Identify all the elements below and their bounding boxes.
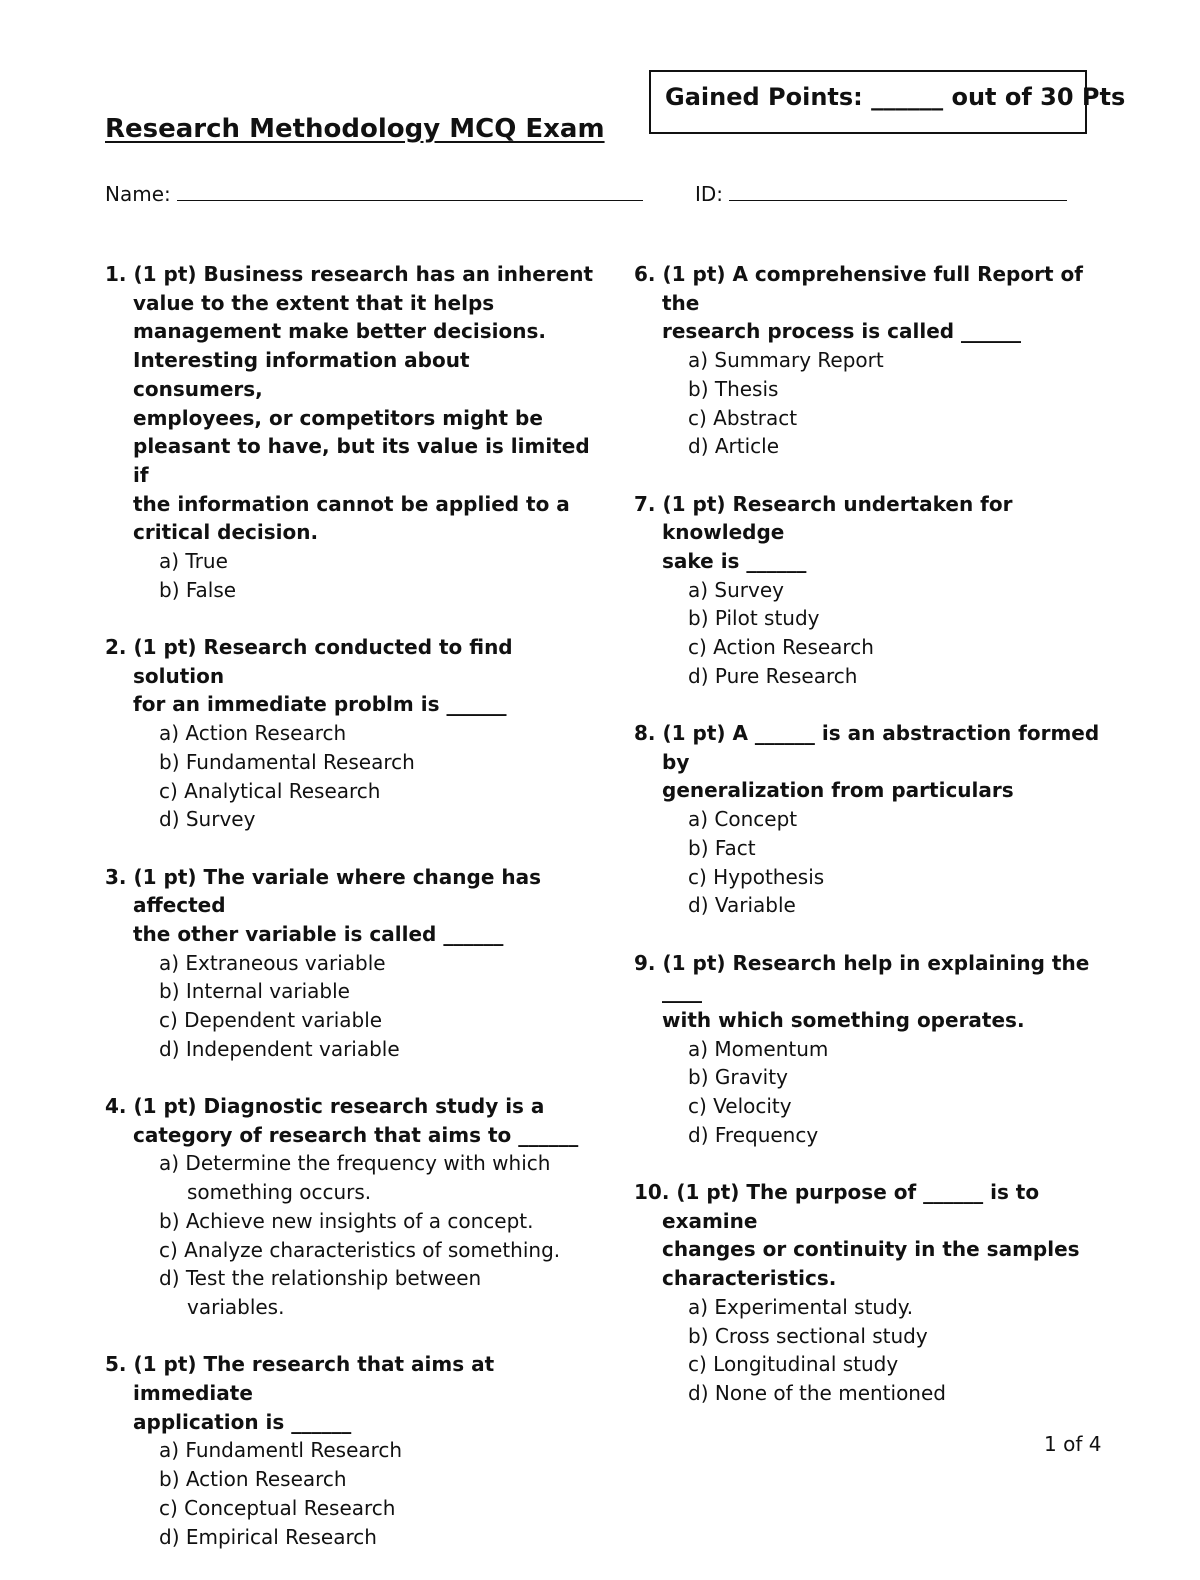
question-text <box>105 863 595 949</box>
question-prompt: (1 pt) Diagnostic research study is a category of research that aims to ______ <box>133 1094 579 1147</box>
question-item <box>634 1178 1114 1408</box>
name-label: Name: <box>105 182 171 206</box>
question-text <box>105 260 595 547</box>
answer-option[interactable]: b) Fundamental Research <box>159 749 415 774</box>
question-number: 9. <box>634 950 656 975</box>
question-prompt: (1 pt) The research that aims at immediate application is ______ <box>133 1352 495 1434</box>
gained-points-label: Gained Points: ______ out of 30 Pts <box>665 83 1126 111</box>
answer-option[interactable]: c) Hypothesis <box>688 864 825 889</box>
answer-option[interactable]: c) Longitudinal study <box>688 1352 899 1377</box>
answer-option[interactable]: b) Pilot study <box>688 606 820 631</box>
question-item <box>634 490 1114 691</box>
id-blank-line[interactable] <box>729 182 1067 201</box>
answer-option[interactable]: a) Extraneous variable <box>159 950 386 975</box>
exam-title: Research Methodology MCQ Exam <box>105 114 605 144</box>
answer-option[interactable]: b) Internal variable <box>159 979 350 1004</box>
answer-option[interactable]: a) Summary Report <box>688 348 884 373</box>
answer-option[interactable]: a) Concept <box>688 807 798 832</box>
answer-option[interactable]: b) False <box>159 577 237 602</box>
question-number: 2. <box>105 635 127 660</box>
question-text <box>105 1350 595 1436</box>
question-item <box>634 719 1114 920</box>
answer-option[interactable]: d) Survey <box>159 807 256 832</box>
answer-option[interactable]: c) Conceptual Research <box>159 1495 396 1520</box>
question-text <box>634 490 1114 576</box>
answer-option[interactable]: d) Article <box>688 434 780 459</box>
question-column-right <box>634 260 1114 1436</box>
question-prompt: (1 pt) A comprehensive full Report of the research process is called ______ <box>662 262 1083 344</box>
question-text <box>634 719 1114 805</box>
page-number: 1 of 4 <box>1044 1432 1102 1456</box>
answer-option[interactable]: b) Action Research <box>159 1467 347 1492</box>
answer-option[interactable]: c) Analytical Research <box>159 778 381 803</box>
answer-option[interactable]: a) Survey <box>688 577 784 602</box>
question-number: 10. <box>634 1180 670 1205</box>
question-number: 1. <box>105 262 127 286</box>
name-field-row <box>105 182 643 206</box>
answer-option[interactable]: c) Velocity <box>688 1094 792 1119</box>
question-prompt: (1 pt) The purpose of ______ is to examine changes or continuity in the samples characteristics. <box>662 1180 1080 1291</box>
question-number: 8. <box>634 721 656 746</box>
question-item <box>105 863 595 1064</box>
id-label: ID: <box>695 182 724 206</box>
answer-option[interactable]: b) Cross sectional study <box>688 1323 928 1348</box>
answer-option[interactable]: b) Achieve new insights of a concept. <box>159 1208 534 1233</box>
question-prompt: (1 pt) The variale where change has affected the other variable is called ______ <box>133 864 542 946</box>
question-number: 6. <box>634 262 656 286</box>
answer-option[interactable]: d) Variable <box>688 893 796 918</box>
question-number: 3. <box>105 864 127 889</box>
answer-option[interactable]: c) Abstract <box>688 405 798 430</box>
question-item <box>105 260 595 604</box>
question-text <box>105 1092 595 1149</box>
question-prompt: (1 pt) Research undertaken for knowledge sake is ______ <box>662 491 1013 573</box>
answer-option[interactable]: d) Empirical Research <box>159 1524 377 1549</box>
answer-option[interactable]: a) Experimental study. <box>688 1294 914 1319</box>
answer-option[interactable]: d) Frequency <box>688 1122 819 1147</box>
answer-option[interactable]: a) Momentum <box>688 1036 829 1061</box>
question-prompt: (1 pt) Research help in explaining the ____ with which something operates. <box>662 950 1090 1032</box>
question-prompt: (1 pt) Research conducted to find solution for an immediate problm is ______ <box>133 635 513 717</box>
answer-option[interactable]: d) Test the relationship between variables. <box>159 1266 482 1319</box>
question-text <box>105 633 595 719</box>
answer-option[interactable]: a) Action Research <box>159 721 347 746</box>
question-item <box>105 1350 595 1551</box>
answer-option[interactable]: a) True <box>159 549 228 574</box>
question-text <box>634 1178 1114 1293</box>
question-item <box>105 633 595 834</box>
answer-option[interactable]: d) Pure Research <box>688 663 858 688</box>
question-number: 5. <box>105 1352 127 1377</box>
question-item <box>634 949 1114 1150</box>
answer-option[interactable]: c) Analyze characteristics of something. <box>159 1237 561 1262</box>
question-number: 7. <box>634 491 656 516</box>
answer-option[interactable]: b) Fact <box>688 835 756 860</box>
gained-points-box <box>649 70 1126 134</box>
answer-option[interactable]: a) Fundamentl Research <box>159 1438 403 1463</box>
question-text <box>634 949 1114 1035</box>
question-item <box>634 260 1114 461</box>
answer-option[interactable]: b) Thesis <box>688 376 779 401</box>
answer-option[interactable]: a) Determine the frequency with which something occurs. <box>159 1151 551 1205</box>
answer-option[interactable]: d) None of the mentioned <box>688 1380 946 1405</box>
question-item <box>105 1092 595 1322</box>
answer-option[interactable]: c) Dependent variable <box>159 1008 383 1033</box>
question-text <box>634 260 1114 346</box>
question-number: 4. <box>105 1094 127 1119</box>
id-field-row <box>695 182 1067 206</box>
question-column-left <box>105 260 595 1580</box>
question-prompt: (1 pt) Business research has an inherent value to the extent that it helps management make better decisions. Interesting information about consumers, employees, or competitors might be pleasant to have, but its value is limited if the information cannot be applied to a critical decision. <box>133 262 594 545</box>
answer-option[interactable]: c) Action Research <box>688 635 874 660</box>
answer-option[interactable]: d) Independent variable <box>159 1036 400 1061</box>
answer-option[interactable]: b) Gravity <box>688 1065 788 1090</box>
question-prompt: (1 pt) A ______ is an abstraction formed by generalization from particulars <box>662 721 1100 803</box>
name-blank-line[interactable] <box>177 182 643 201</box>
